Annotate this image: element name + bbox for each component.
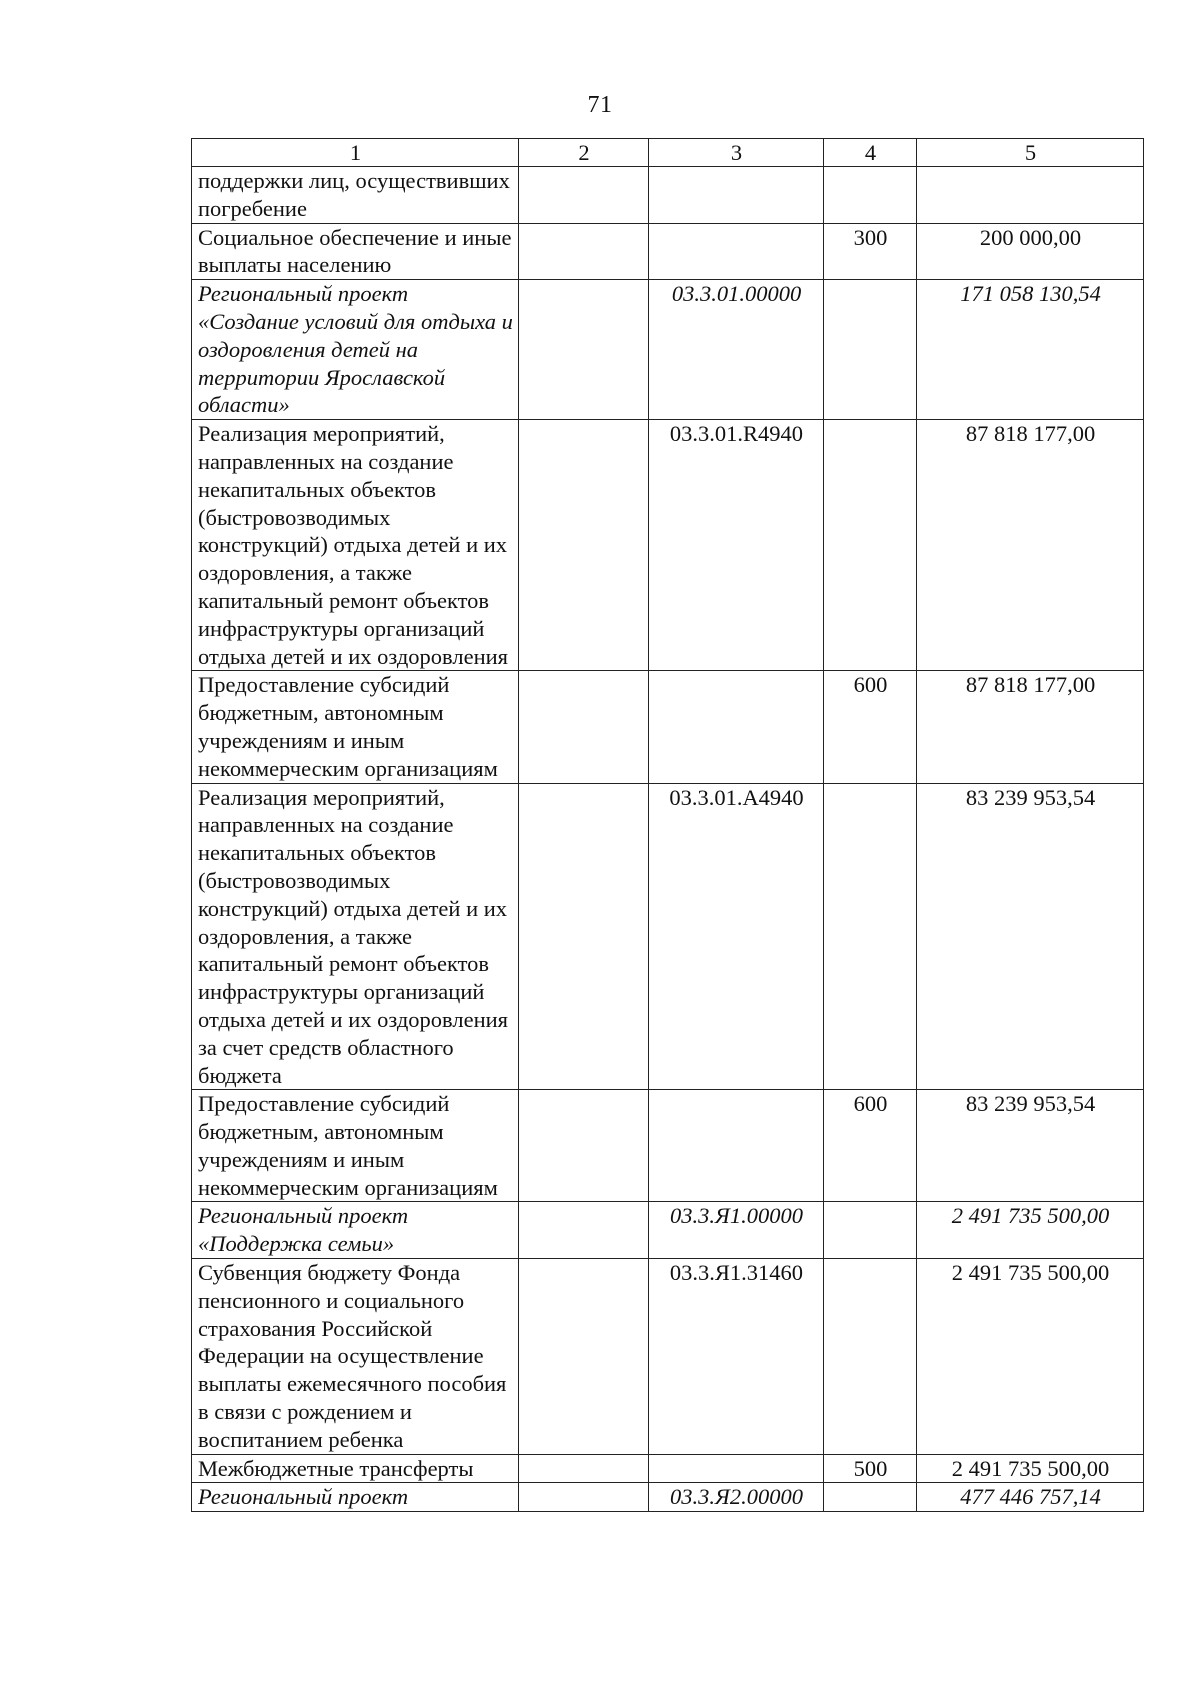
item-name-cell: Реализация мероприятий, направленных на создание некапитальных объектов (быстровозводимых конструкций) отдыха детей и их оздоровления, а также капитальный ремонт объектов инфраструктуры организаций отдыха детей и их оздоровления за счет средств областного бюджета [192,783,519,1090]
item-name-cell: Межбюджетные трансферты [192,1454,519,1483]
amount-cell: 87 818 177,00 [917,420,1144,671]
item-name-cell: Предоставление субсидий бюджетным, автономным учреждениям и иным некоммерческим организациям [192,1090,519,1202]
table-row [192,280,1144,420]
table-row [192,1259,1144,1455]
column-2-cell [519,1202,649,1259]
amount-cell: 2 491 735 500,00 [917,1259,1144,1455]
expense-type-cell [824,420,917,671]
target-code-cell: 03.3.01.00000 [649,280,824,420]
table-row [192,671,1144,783]
amount-cell: 171 058 130,54 [917,280,1144,420]
item-name-cell: Региональный проект «Создание условий для отдыха и оздоровления детей на территории Ярославской области» [192,280,519,420]
table-row [192,1202,1144,1259]
amount-cell: 83 239 953,54 [917,783,1144,1090]
target-code-cell: 03.3.Я1.00000 [649,1202,824,1259]
expense-type-cell [824,783,917,1090]
header-cell: 5 [917,139,1144,167]
amount-cell: 477 446 757,14 [917,1483,1144,1512]
expense-type-cell [824,1483,917,1512]
target-code-cell [649,1454,824,1483]
table-row [192,1454,1144,1483]
item-name-cell: Региональный проект «Поддержка семьи» [192,1202,519,1259]
column-2-cell [519,223,649,280]
column-2-cell [519,671,649,783]
target-code-cell: 03.3.01.A4940 [649,783,824,1090]
amount-cell [917,167,1144,224]
item-name-cell: Социальное обеспечение и иные выплаты населению [192,223,519,280]
target-code-cell [649,1090,824,1202]
column-2-cell [519,783,649,1090]
header-cell: 1 [192,139,519,167]
header-cell: 3 [649,139,824,167]
expense-type-cell: 600 [824,671,917,783]
target-code-cell [649,671,824,783]
target-code-cell [649,167,824,224]
page-number: 71 [587,92,613,118]
amount-cell: 2 491 735 500,00 [917,1202,1144,1259]
column-2-cell [519,420,649,671]
table-row [192,420,1144,671]
item-name-cell: Предоставление субсидий бюджетным, автономным учреждениям и иным некоммерческим организациям [192,671,519,783]
column-2-cell [519,280,649,420]
header-cell: 2 [519,139,649,167]
column-2-cell [519,1090,649,1202]
table-row [192,1090,1144,1202]
target-code-cell: 03.3.Я2.00000 [649,1483,824,1512]
expense-type-cell: 600 [824,1090,917,1202]
item-name-cell: Реализация мероприятий, направленных на создание некапитальных объектов (быстровозводимых конструкций) отдыха детей и их оздоровления, а также капитальный ремонт объектов инфраструктуры организаций отдыха детей и их оздоровления [192,420,519,671]
table-row [192,167,1144,224]
header-cell: 4 [824,139,917,167]
table-row [192,783,1144,1090]
item-name-cell: поддержки лиц, осуществивших погребение [192,167,519,224]
amount-cell: 87 818 177,00 [917,671,1144,783]
amount-cell: 200 000,00 [917,223,1144,280]
expense-type-cell: 500 [824,1454,917,1483]
target-code-cell: 03.3.01.R4940 [649,420,824,671]
column-2-cell [519,1483,649,1512]
expense-type-cell [824,1202,917,1259]
target-code-cell [649,223,824,280]
header-row [192,139,1144,167]
item-name-cell: Субвенция бюджету Фонда пенсионного и социального страхования Российской Федерации на осуществление выплаты ежемесячного пособия в связи с рождением и воспитанием ребенка [192,1259,519,1455]
item-name-cell: Региональный проект [192,1483,519,1512]
table-row [192,1483,1144,1512]
table-body [192,167,1144,1512]
expense-type-cell [824,280,917,420]
target-code-cell: 03.3.Я1.31460 [649,1259,824,1455]
column-2-cell [519,1454,649,1483]
expense-type-cell [824,167,917,224]
budget-table [191,138,1144,1512]
column-2-cell [519,1259,649,1455]
amount-cell: 83 239 953,54 [917,1090,1144,1202]
table-row [192,223,1144,280]
amount-cell: 2 491 735 500,00 [917,1454,1144,1483]
expense-type-cell [824,1259,917,1455]
expense-type-cell: 300 [824,223,917,280]
column-2-cell [519,167,649,224]
